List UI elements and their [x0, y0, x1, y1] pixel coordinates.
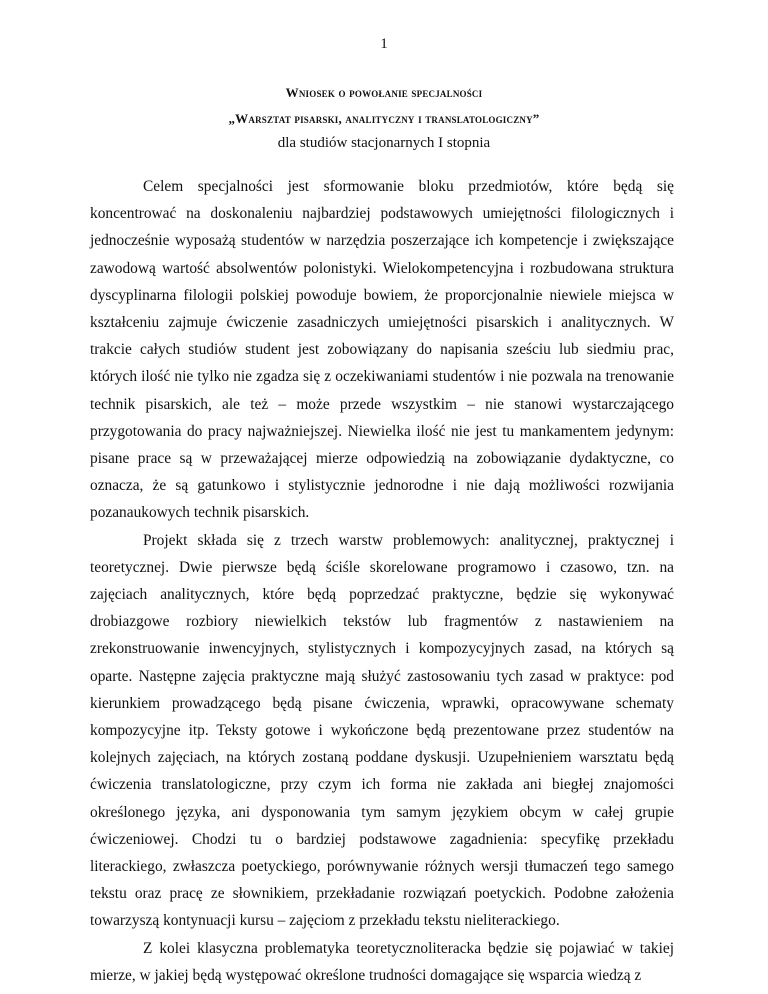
- specialization-name: „Warsztat pisarski, analityczny i translatologiczny”: [228, 111, 540, 126]
- page-number: 1: [380, 36, 388, 52]
- paragraph: Celem specjalności jest sformowanie bloku przedmiotów, które będą się koncentrować na doskonaleniu najbardziej podstawowych umiejętności filologicznych i jednocześnie wyposażą studentów w narzędzia poszerzające ich kompetencje i zwiększające zawodową wartość absolwentów polonistyki. Wielokompetencyjna i rozbudowana struktura dyscyplinarna filologii polskiej powoduje bowiem, że proporcjonalnie niewiele miejsca w kształceniu zajmuje ćwiczenie zasadniczych umiejętności pisarskich i analitycznych. W trakcie całych studiów student jest zobowiązany do napisania sześciu lub siedmiu prac, których ilość nie tylko nie zgadza się z oczekiwaniami studentów i nie pozwala na trenowanie technik pisarskich, ale też – może przede wszystkim – nie stanowi wystarczającego przygotowania do pracy najważniejszej. Niewielka ilość nie jest tu mankamentem jedynym: pisane prace są w przeważającej mierze odpowiedzią na zobowiązanie dydaktyczne, co oznacza, że są gatunkowo i stylistycznie jednorodne i nie dają możliwości rozwijania pozanaukowych technik pisarskich.: [90, 178, 674, 522]
- paragraph: Z kolei klasyczna problematyka teoretycznoliteracka będzie się pojawiać w takiej mierze, w jakiej będą występować określone trudności domagające się wsparcia wiedzą z: [90, 939, 674, 984]
- paragraph: Projekt składa się z trzech warstw problemowych: analitycznej, praktycznej i teoretycznej. Dwie pierwsze będą ściśle skorelowane programowo i czasowo, tzn. na zajęciach analitycznych, które będą poprzedzać praktyczne, będzie się wykonywać drobiazgowe rozbiory niewielkich tekstów lub fragmentów z nastawieniem na zrekonstruowanie inwencyjnych, stylistycznych i kompozycyjnych zasad, na których są oparte. Następne zajęcia praktyczne mają służyć zastosowaniu tych zasad w praktyce: pod kierunkiem prowadzącego będą pisane ćwiczenia, wprawki, opracowywane schematy kompozycyjne itp. Teksty gotowe i wykończone będą prezentowane przez studentów na kolejnych zajęciach, na których zostaną poddane dyskusji. Uzupełnieniem warsztatu będą ćwiczenia translatologiczne, przy czym ich forma nie zakłada ani biegłej znajomości określonego języka, ani dysponowania tym samym językiem obcym w całej grupie ćwiczeniowej. Chodzi tu o bardziej podstawowe zagadnienia: specyfikę przekładu literackiego, zwłaszcza poetyckiego, porównywanie różnych wersji tłumaczeń tego samego tekstu oraz pracę ze słownikiem, przekładanie rozwiązań poetyckich. Podobne założenia towarzyszą kontynuacji kursu – zajęciom z przekładu tekstu nieliterackiego.: [90, 531, 674, 930]
- document-body: [90, 173, 674, 989]
- document-subtitle: dla studiów stacjonarnych I stopnia: [277, 135, 491, 151]
- document-title: Wniosek o powołanie specjalności: [285, 85, 483, 100]
